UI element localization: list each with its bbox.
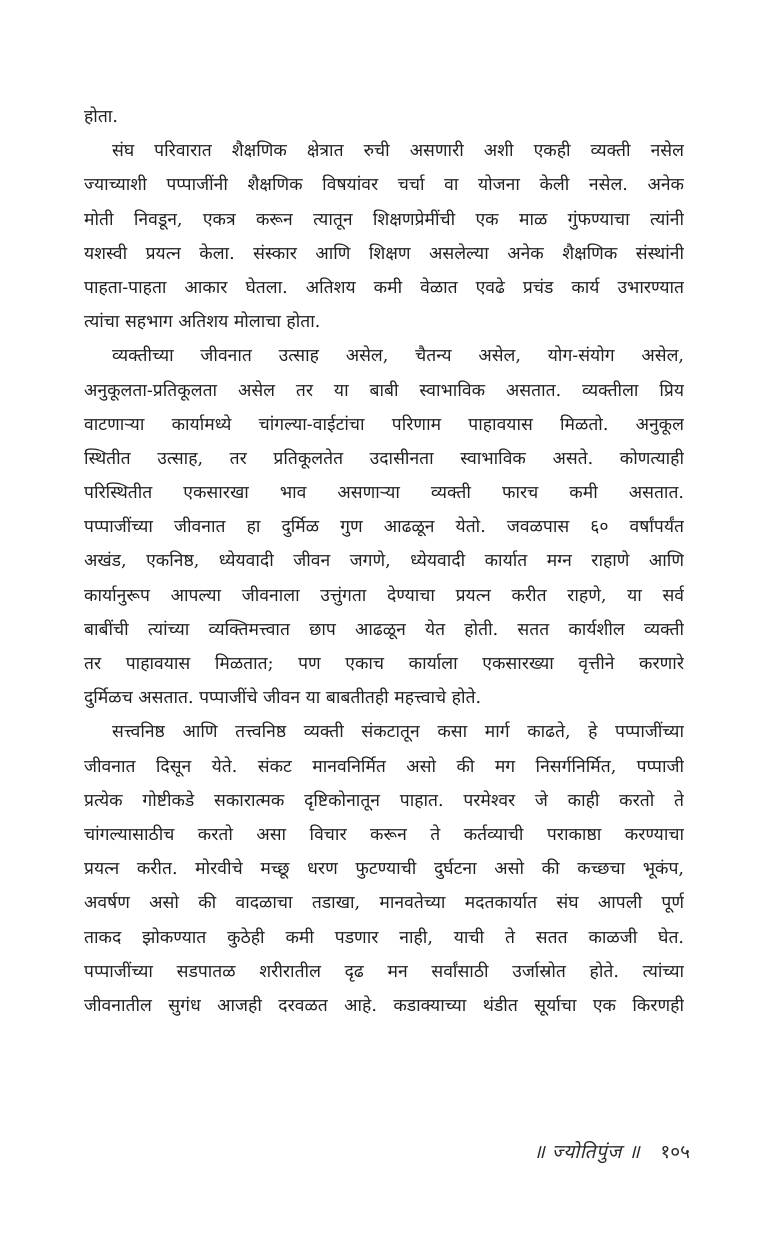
paragraph-start-line: सत्त्वनिष्ठ आणि तत्त्वनिष्ठ व्यक्ती संकटातून कसा मार्ग काढते, हे पप्पाजींच्या: [112, 722, 684, 743]
text-line: चांगल्यासाठीच करतो असा विचार करून ते कर्तव्याची पराकाष्ठा करण्याचा: [84, 824, 684, 845]
page-number: १०५: [660, 1141, 690, 1163]
text-line: त्यांचा सहभाग अतिशय मोलाचा होता.: [84, 312, 321, 333]
text-line: अवर्षण असो की वादळाचा तडाखा, मानवतेच्या मदतकार्यात संघ आपली पूर्ण: [84, 893, 684, 914]
paragraph-start-line: संघ परिवारात शैक्षणिक क्षेत्रात रुची असणारी अशी एकही व्यक्ती नसेल: [112, 141, 684, 162]
running-title: ॥ ज्योतिपुंज ॥: [533, 1141, 641, 1163]
text-line: प्रयत्न करीत. मोरवीचे मच्छू धरण फुटण्याची दुर्घटना असो की कच्छचा भूकंप,: [84, 859, 684, 880]
text-line: पप्पाजींच्या सडपातळ शरीरातील दृढ मन सर्वांसाठी उर्जास्रोत होते. त्यांच्या: [84, 961, 684, 982]
text-line: यशस्वी प्रयत्न केला. संस्कार आणि शिक्षण असलेल्या अनेक शैक्षणिक संस्थांनी: [84, 243, 684, 264]
text-line: अनुकूलता-प्रतिकूलता असेल तर या बाबी स्वाभाविक असतात. व्यक्तीला प्रिय: [84, 380, 684, 401]
text-line: बाबींची त्यांच्या व्यक्तिमत्त्वात छाप आढळून येत होती. सतत कार्यशील व्यक्ती: [84, 619, 684, 640]
text-line: कार्यानुरूप आपल्या जीवनाला उत्तुंगता देण्याचा प्रयत्न करीत राहणे, या सर्व: [84, 585, 684, 606]
text-line: तर पाहावयास मिळतात; पण एकाच कार्याला एकसारख्या वृत्तीने करणारे: [84, 654, 684, 674]
paragraph-start-line: व्यक्तीच्या जीवनात उत्साह असेल, चैतन्य असेल, योग-संयोग असेल,: [112, 346, 684, 367]
text-line: अखंड, एकनिष्ठ, ध्येयवादी जीवन जगणे, ध्येयवादी कार्यात मग्न राहाणे आणि: [84, 551, 684, 572]
text-line: दुर्मिळच असतात. पप्पाजींचे जीवन या बाबतीतही महत्त्वाचे होते.: [84, 688, 482, 709]
text-line: स्थितीत उत्साह, तर प्रतिकूलतेत उदासीनता स्वाभाविक असते. कोणत्याही: [84, 448, 684, 469]
text-line: जीवनातील सुगंध आजही दरवळत आहे. कडाक्याच्या थंडीत सूर्याचा एक किरणही: [84, 995, 684, 1016]
text-line: प्रत्येक गोष्टीकडे सकारात्मक दृष्टिकोनातून पाहात. परमेश्वर जे काही करतो ते: [84, 790, 684, 811]
text-line: होता.: [84, 107, 118, 127]
text-line: मोती निवडून, एकत्र करून त्यातून शिक्षणप्रेमींची एक माळ गुंफण्याचा त्यांनी: [84, 209, 684, 230]
body-text: [84, 100, 684, 1023]
text-line: वाटणाऱ्या कार्यामध्ये चांगल्या-वाईटांचा परिणाम पाहावयास मिळतो. अनुकूल: [84, 414, 684, 435]
text-line: जीवनात दिसून येते. संकट मानवनिर्मित असो की मग निसर्गनिर्मित, पप्पाजी: [84, 756, 684, 777]
page-footer: [534, 1138, 690, 1164]
text-line: पाहता-पाहता आकार घेतला. अतिशय कमी वेळात एवढे प्रचंड कार्य उभारण्यात: [84, 277, 684, 298]
text-line: पप्पाजींच्या जीवनात हा दुर्मिळ गुण आढळून येतो. जवळपास ६० वर्षांपर्यंत: [84, 517, 684, 538]
text-line: ज्याच्याशी पप्पाजींनी शैक्षणिक विषयांवर चर्चा वा योजना केली नसेल. अनेक: [84, 175, 684, 196]
text-line: ताकद झोकण्यात कुठेही कमी पडणार नाही, याची ते सतत काळजी घेत.: [84, 927, 684, 948]
text-line: परिस्थितीत एकसारखा भाव असणाऱ्या व्यक्ती फारच कमी असतात.: [84, 483, 684, 504]
